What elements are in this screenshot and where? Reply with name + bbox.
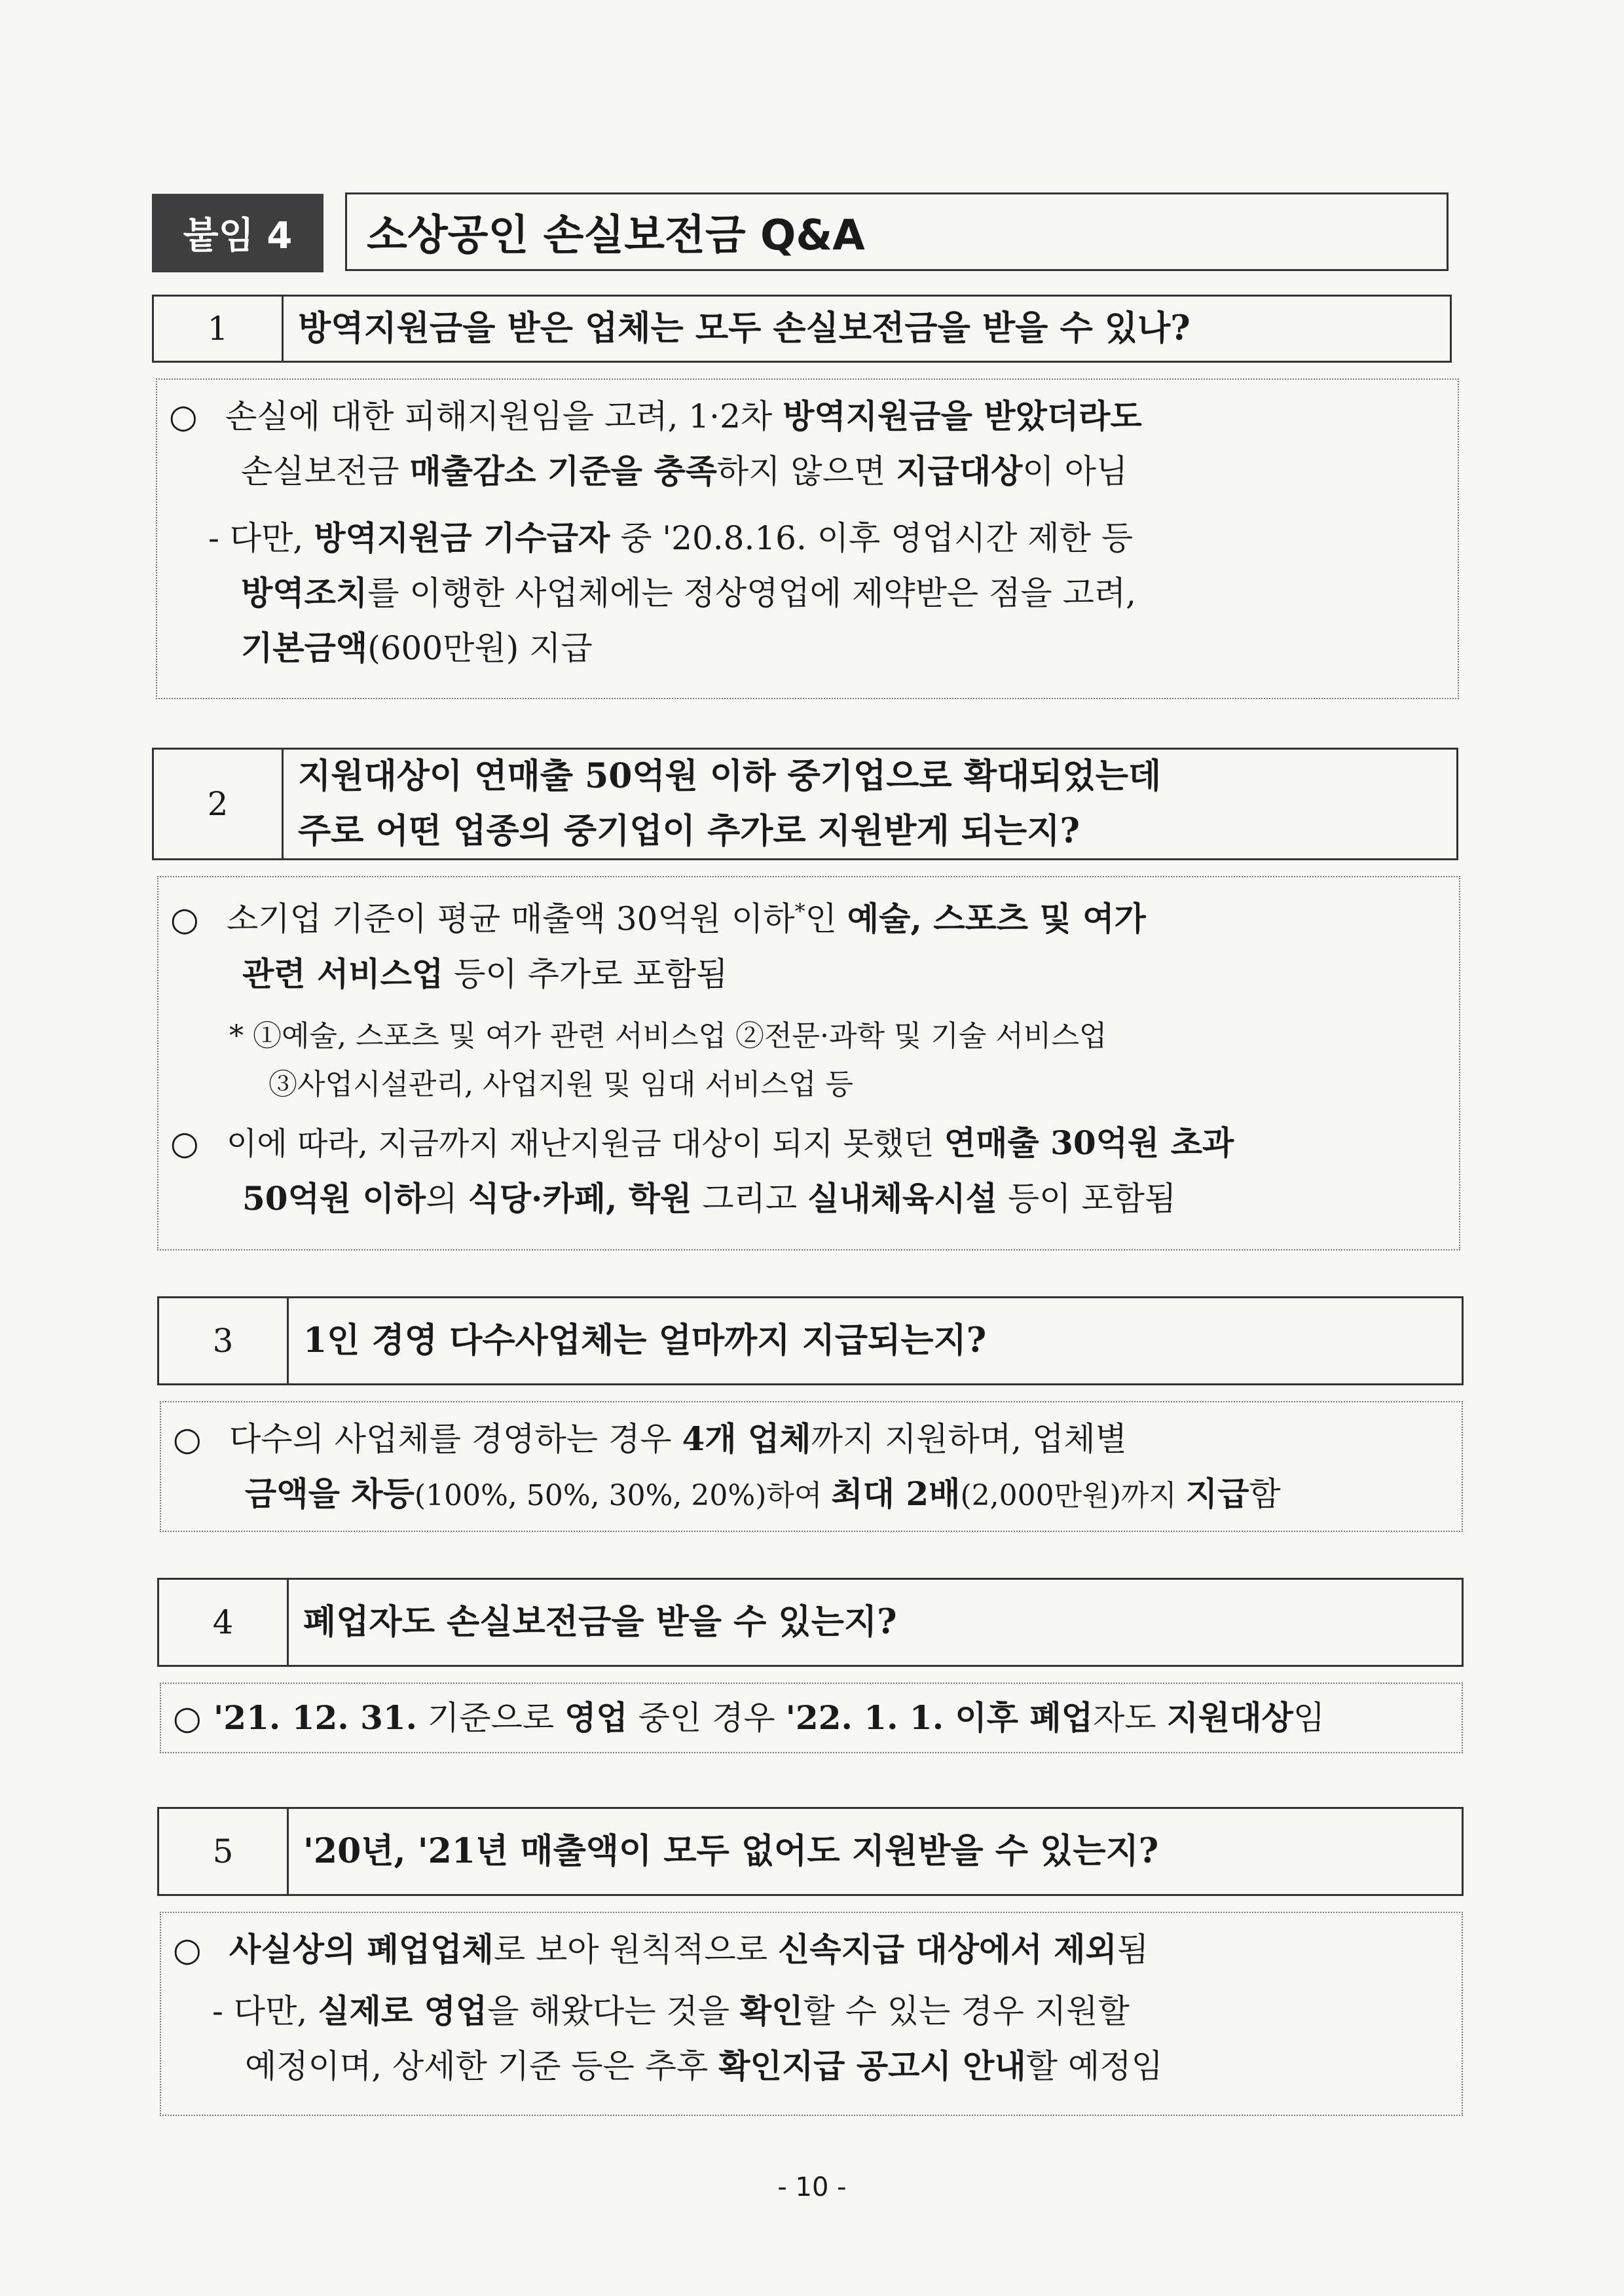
- answer-box-2: [157, 876, 1460, 1250]
- page-title: 소상공인 손실보전금 Q&A: [345, 192, 1449, 271]
- answer-text: (100%, 50%, 30%, 20%)하여: [414, 1479, 832, 1512]
- answer-text: 등이 추가로 포함됨: [443, 955, 728, 993]
- answer-box-3: [160, 1401, 1463, 1532]
- answer-emphasis: 관련 서비스업: [242, 954, 444, 993]
- answer-emphasis: '21. 12. 31.: [213, 1698, 418, 1737]
- question-text: 주로 어떤 업종의 중기업이 추가로 지원받게 되는지?: [298, 811, 1080, 851]
- answer-text: - 다만,: [212, 1992, 318, 2030]
- footnote-mark: *: [794, 899, 805, 924]
- footnote: * ①예술, 스포츠 및 여가 관련 서비스업 ②전문·과학 및 기술 서비스업: [229, 1019, 1107, 1053]
- bullet-mark: ○: [173, 1931, 202, 1969]
- answer-emphasis: 영업: [564, 1698, 628, 1737]
- answer-emphasis: 최대 2배: [831, 1474, 961, 1513]
- answer-text: 할 예정임: [1025, 2047, 1163, 2085]
- answer-text: (2,000만원)까지: [960, 1479, 1186, 1512]
- answer-text: 인: [805, 900, 847, 938]
- answer-box-1: [156, 378, 1459, 699]
- answer-emphasis: 실제로 영업: [318, 1992, 488, 2030]
- answer-text: - 다만,: [208, 519, 314, 557]
- answer-text: 의: [426, 1179, 468, 1218]
- answer-text: 손실에 대한 피해지원임을 고려, 1·2차: [225, 397, 783, 435]
- answer-emphasis: 기본금액: [241, 629, 368, 667]
- answer-emphasis: 금액을 차등: [245, 1474, 415, 1513]
- answer-emphasis: 실내체육시설: [807, 1178, 997, 1218]
- answer-text: 을 해왔다는 것을: [487, 1992, 740, 2030]
- footnote: ③사업시설관리, 사업지원 및 임대 서비스업 등: [268, 1067, 853, 1101]
- answer-emphasis: 지급대상: [896, 452, 1023, 490]
- answer-emphasis: 예술, 스포츠 및 여가: [847, 899, 1146, 938]
- answer-emphasis: 지급: [1185, 1474, 1249, 1513]
- answer-text: (600만원) 지급: [367, 629, 593, 667]
- answer-emphasis: 방역지원금 기수급자: [314, 519, 610, 557]
- answer-text: 기준으로: [417, 1699, 565, 1737]
- answer-text: 손실보전금: [241, 452, 410, 490]
- question-box-5: [157, 1807, 1464, 1896]
- answer-text: 중인 경우: [627, 1699, 786, 1737]
- answer-emphasis: 확인: [739, 1992, 803, 2030]
- answer-text: 됨: [1116, 1931, 1149, 1969]
- answer-text: 까지 지원하며, 업체별: [811, 1420, 1127, 1458]
- answer-text: 그리고: [692, 1179, 808, 1218]
- question-box-4: [157, 1578, 1464, 1667]
- answer-text: 로 보아 원칙적으로: [493, 1931, 778, 1969]
- question-number: 4: [159, 1580, 289, 1665]
- bullet-mark: ○: [170, 1123, 199, 1162]
- question-text: '20년, '21년 매출액이 모두 없어도 지원받을 수 있는지?: [303, 1831, 1159, 1871]
- question-number: 3: [159, 1298, 289, 1383]
- answer-emphasis: 사실상의 폐업업체: [229, 1930, 494, 1969]
- question-number: 1: [154, 297, 284, 361]
- bullet-mark: ○: [170, 900, 199, 938]
- answer-emphasis: '22. 1. 1. 이후 폐업: [785, 1698, 1094, 1737]
- question-number: 2: [154, 750, 284, 858]
- answer-emphasis: 식당·카페, 학원: [468, 1178, 692, 1218]
- answer-emphasis: 연매출 30억원 초과: [944, 1123, 1234, 1162]
- answer-emphasis: 방역조치: [241, 574, 368, 612]
- answer-text: 소기업 기준이 평균 매출액 30억원 이하: [227, 900, 795, 938]
- answer-emphasis: 지원대상: [1166, 1698, 1293, 1737]
- answer-text: 함: [1249, 1475, 1281, 1513]
- question-box-1: [152, 295, 1452, 363]
- question-box-3: [157, 1296, 1464, 1385]
- attachment-tag: 붙임 4: [152, 194, 323, 272]
- answer-box-5: [160, 1912, 1463, 2116]
- bullet-mark: ○: [173, 1420, 202, 1458]
- bullet-mark: ○: [169, 397, 198, 435]
- answer-text: 임: [1293, 1699, 1325, 1737]
- question-text: 1인 경영 다수사업체는 얼마까지 지급되는지?: [303, 1321, 987, 1360]
- answer-emphasis: 신속지급 대상에서 제외: [777, 1930, 1117, 1969]
- answer-text: 예정이며, 상세한 기준 등은 추후: [245, 2047, 719, 2085]
- question-text: 지원대상이 연매출 50억원 이하 중기업으로 확대되었는데: [298, 756, 1162, 796]
- answer-text: 다수의 사업체를 경영하는 경우: [229, 1420, 682, 1458]
- question-text: 폐업자도 손실보전금을 받을 수 있는지?: [303, 1602, 897, 1642]
- answer-emphasis: 확인지급 공고시 안내: [718, 2047, 1026, 2085]
- answer-emphasis: 4개 업체: [682, 1419, 811, 1458]
- answer-text: 를 이행한 사업체에는 정상영업에 제약받은 점을 고려,: [367, 574, 1137, 612]
- answer-text: 등이 포함됨: [997, 1179, 1177, 1218]
- bullet-mark: ○: [173, 1699, 202, 1737]
- question-box-2: [152, 748, 1458, 860]
- page-number: - 10 -: [777, 2172, 847, 2202]
- answer-emphasis: 방역지원금을 받았더라도: [783, 397, 1142, 435]
- answer-text: 자도: [1093, 1699, 1167, 1737]
- answer-emphasis: 50억원 이하: [242, 1178, 426, 1218]
- question-text: 방역지원금을 받은 업체는 모두 손실보전금을 받을 수 있나?: [298, 308, 1190, 348]
- answer-text: 이에 따라, 지금까지 재난지원금 대상이 되지 못했던: [227, 1125, 944, 1162]
- answer-text: 하지 않으면: [716, 452, 896, 490]
- answer-box-4: [160, 1683, 1463, 1753]
- answer-text: 중 '20.8.16. 이후 영업시간 제한 등: [610, 519, 1134, 557]
- answer-emphasis: 매출감소 기준을 충족: [409, 452, 717, 490]
- question-number: 5: [159, 1809, 289, 1894]
- answer-text: 할 수 있는 경우 지원할: [803, 1992, 1130, 2030]
- answer-text: 이 아님: [1022, 452, 1128, 490]
